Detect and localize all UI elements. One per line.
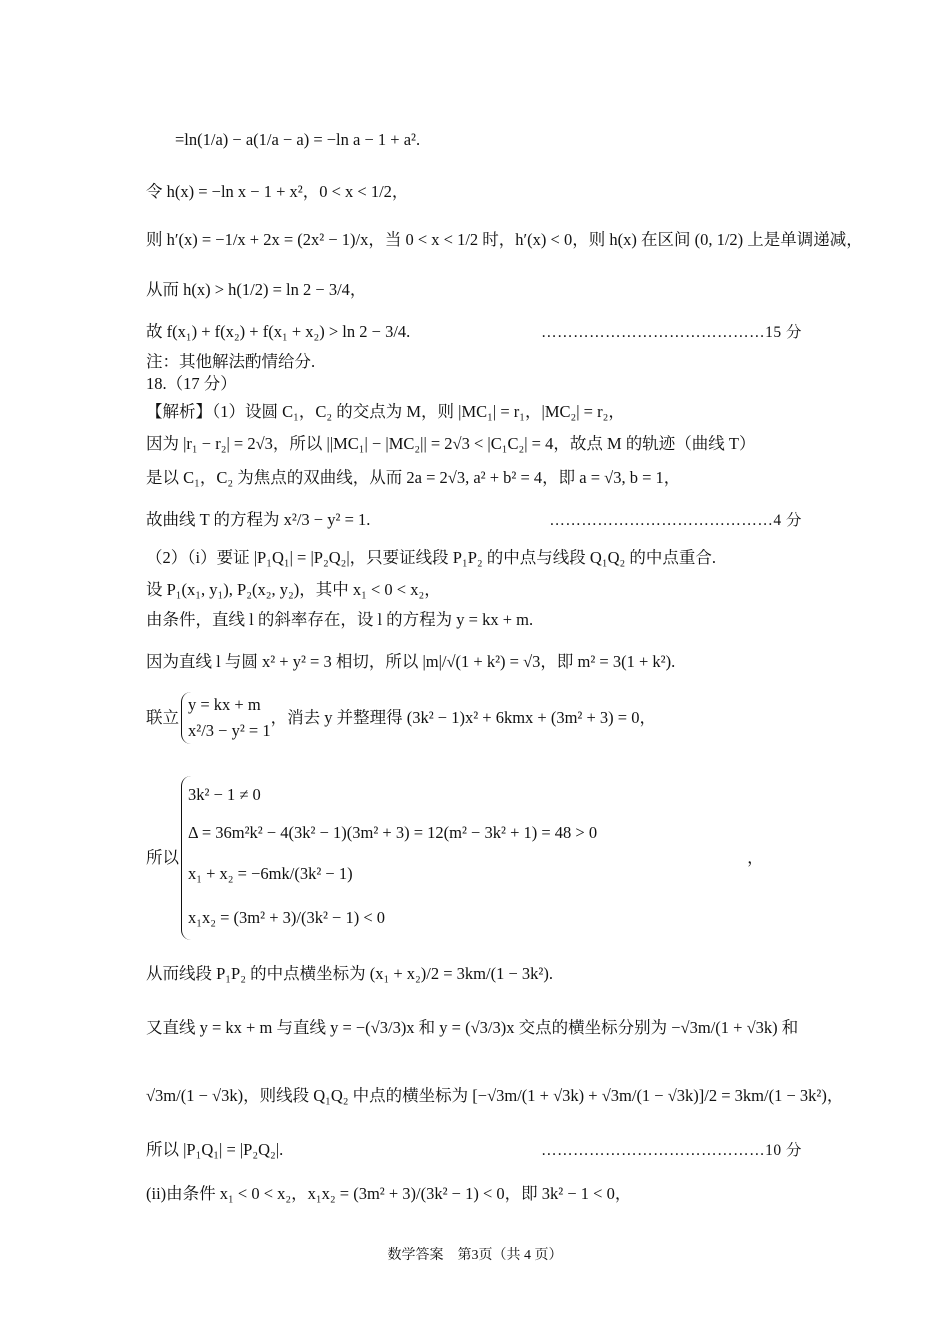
solution-line: 因为直线 l 与圆 x² + y² = 3 相切，所以 |m|/√(1 + k²) = √3，即 m² = 3(1 + k²).	[146, 652, 676, 671]
math-line: 令 h(x) = −ln x − 1 + x²，0 < x < 1/2，	[146, 182, 409, 201]
conditions-system	[146, 776, 850, 946]
system-equations	[146, 692, 850, 772]
solution-line: 【解析】（1）设圆 C₁，C₂ 的交点为 M，则 |MC₁| = r₁，|MC₂| = r₂，	[146, 402, 625, 421]
math-line: 从而 h(x) > h(1/2) = ln 2 − 3/4，	[146, 280, 367, 299]
solution-line: 从而线段 P₁P₂ 的中点横坐标为 (x₁ + x₂)/2 = 3km/(1 − 3k²).	[146, 964, 553, 983]
solution-line: （2）（i）要证 |P₁Q₁| = |P₂Q₂|，只要证线段 P₁P₂ 的中点与线段 Q₁Q₂ 的中点重合.	[146, 548, 716, 567]
solution-line: 又直线 y = kx + m 与直线 y = −(√3/3)x 和 y = (√3/3)x 交点的横坐标分别为 −√3m/(1 + √3k) 和	[146, 1018, 799, 1037]
system-tail: ，消去 y 并整理得 (3k² − 1)x² + 6kmx + (3m² + 3) = 0，	[270, 708, 656, 727]
problem-heading: 18.（17 分）	[146, 374, 237, 393]
conditions-brace	[181, 776, 597, 940]
solution-line: √3m/(1 − √3k)，则线段 Q₁Q₂ 中点的横坐标为 [−√3m/(1 + √3k) + √3m/(1 − √3k)]/2 = 3km/(1 − 3k²)，	[146, 1086, 844, 1105]
math-line: 故 f(x₁) + f(x₂) + f(x₁ + x₂) > ln 2 − 3/4.	[146, 322, 411, 341]
page-footer: 数学答案 第3页（共 4 页）	[387, 1248, 563, 1263]
solution-line: 设 P₁(x₁, y₁), P₂(x₂, y₂)，其中 x₁ < 0 < x₂，	[146, 580, 441, 599]
condition-eq: 3k² − 1 ≠ 0	[188, 785, 261, 804]
condition-eq: x₁ + x₂ = −6mk/(3k² − 1)	[188, 864, 353, 883]
system-brace	[181, 692, 271, 744]
math-line: =ln(1/a) − a(1/a − a) = −ln a − 1 + a².	[175, 130, 421, 149]
score-marker: ……………………………………10 分	[541, 1142, 802, 1159]
score-marker: ……………………………………4 分	[549, 512, 802, 529]
note-line: 注：其他解法酌情给分.	[146, 352, 316, 371]
system-eq: y = kx + m	[188, 695, 261, 714]
conditions-label: 所以	[146, 848, 179, 867]
solution-line: 故曲线 T 的方程为 x²/3 − y² = 1.	[146, 510, 371, 529]
solution-line: 因为 |r₁ − r₂| = 2√3，所以 ||MC₁| − |MC₂|| = 2√3 < |C₁C₂| = 4，故点 M 的轨迹（曲线 T）	[146, 434, 756, 453]
condition-eq: Δ = 36m²k² − 4(3k² − 1)(3m² + 3) = 12(m² − 3k² + 1) = 48 > 0	[188, 823, 598, 842]
conditions-tail: ，	[747, 848, 764, 867]
math-line: 则 h′(x) = −1/x + 2x = (2x² − 1)/x，当 0 < x < 1/2 时，h′(x) < 0，则 h(x) 在区间 (0, 1/2) 上是单调递减，	[146, 230, 863, 249]
solution-line: 由条件，直线 l 的斜率存在，设 l 的方程为 y = kx + m.	[146, 610, 534, 629]
system-eq: x²/3 − y² = 1	[188, 721, 271, 740]
solution-line: 是以 C₁，C₂ 为焦点的双曲线，从而 2a = 2√3, a² + b² = 4，即 a = √3, b = 1，	[146, 468, 681, 487]
score-marker: ……………………………………15 分	[541, 324, 802, 341]
solution-line: 所以 |P₁Q₁| = |P₂Q₂|.	[146, 1140, 284, 1159]
solution-line: (ii)由条件 x₁ < 0 < x₂，x₁x₂ = (3m² + 3)/(3k² − 1) < 0，即 3k² − 1 < 0，	[146, 1184, 632, 1203]
system-label: 联立	[146, 708, 179, 727]
condition-eq: x₁x₂ = (3m² + 3)/(3k² − 1) < 0	[188, 908, 386, 927]
